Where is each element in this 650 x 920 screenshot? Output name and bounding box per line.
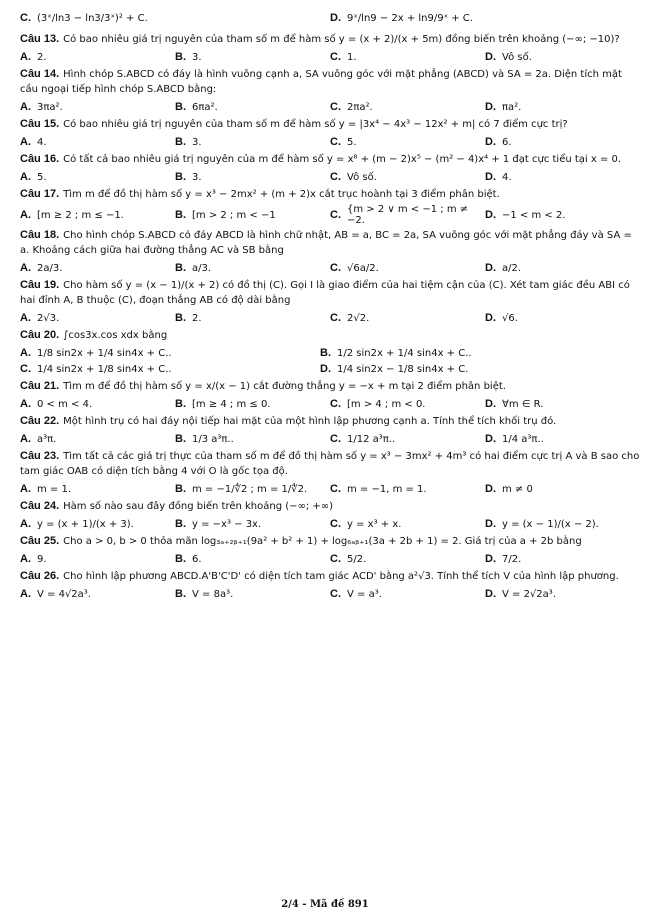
answer-options bbox=[20, 345, 640, 377]
option-label: C. bbox=[330, 51, 341, 63]
question-block bbox=[20, 414, 640, 447]
carryover-options bbox=[20, 10, 640, 26]
answer-option bbox=[20, 361, 320, 377]
answer-option bbox=[175, 169, 330, 185]
option-label: B. bbox=[175, 518, 186, 530]
option-label: A. bbox=[20, 588, 31, 600]
option-value: 2. bbox=[192, 312, 202, 324]
answer-option bbox=[20, 134, 175, 150]
answer-option bbox=[175, 396, 330, 412]
answer-option bbox=[175, 551, 330, 567]
option-value: 2. bbox=[37, 51, 47, 63]
option-label: D. bbox=[485, 398, 496, 410]
option-label: A. bbox=[20, 433, 31, 445]
question-text bbox=[20, 187, 640, 202]
option-label: C. bbox=[330, 171, 341, 183]
question-number: Câu 18. bbox=[20, 229, 60, 241]
option-label: A. bbox=[20, 209, 31, 221]
question-block bbox=[20, 569, 640, 602]
option-value: 5/2. bbox=[347, 553, 367, 565]
question-stem: Hàm số nào sau đây đồng biến trên khoảng (−∞; +∞) bbox=[63, 501, 334, 512]
answer-option bbox=[20, 345, 320, 361]
question-number: Câu 21. bbox=[20, 380, 60, 392]
question-text bbox=[20, 449, 640, 479]
option-label: C. bbox=[330, 209, 341, 221]
answer-option bbox=[485, 481, 640, 497]
option-label: A. bbox=[20, 347, 31, 359]
answer-option bbox=[330, 204, 485, 226]
option-value: 9. bbox=[37, 553, 47, 565]
answer-options bbox=[20, 396, 640, 412]
answer-options bbox=[20, 204, 640, 226]
option-label: A. bbox=[20, 262, 31, 274]
option-label: A. bbox=[20, 51, 31, 63]
option-d: D. 9ˣ/ln9 − 2x + ln9/9ˣ + C. bbox=[330, 12, 473, 24]
answer-options bbox=[20, 169, 640, 185]
answer-option bbox=[20, 49, 175, 65]
question-block bbox=[20, 117, 640, 150]
option-label: A. bbox=[20, 136, 31, 148]
page-footer: 2/4 - Mã đề 891 bbox=[281, 899, 369, 910]
answer-options bbox=[20, 516, 640, 532]
option-value: [m ≥ 4 ; m ≤ 0. bbox=[192, 398, 271, 410]
option-label: C. bbox=[330, 262, 341, 274]
question-text bbox=[20, 379, 640, 394]
option-label: A. bbox=[20, 312, 31, 324]
answer-option bbox=[485, 134, 640, 150]
question-text bbox=[20, 228, 640, 258]
answer-option bbox=[330, 481, 485, 497]
option-value: m ≠ 0 bbox=[502, 483, 533, 495]
answer-option bbox=[20, 551, 175, 567]
answer-option bbox=[175, 481, 330, 497]
question-number: Câu 19. bbox=[20, 279, 60, 291]
option-value: 1/2 sin2x + 1/4 sin4x + C.. bbox=[337, 347, 472, 359]
option-value: 1/4 sin2x − 1/8 sin4x + C. bbox=[337, 363, 469, 375]
option-value: 4. bbox=[502, 171, 512, 183]
option-label: B. bbox=[175, 312, 186, 324]
option-label: D. bbox=[485, 312, 496, 324]
option-value: 1/3 a³π.. bbox=[192, 433, 234, 445]
answer-option bbox=[20, 260, 175, 276]
option-label: A. bbox=[20, 171, 31, 183]
option-label: C. bbox=[330, 433, 341, 445]
option-value: 1/8 sin2x + 1/4 sin4x + C.. bbox=[37, 347, 172, 359]
option-value: {m > 2 ∨ m < −1 ; m ≠ −2. bbox=[347, 204, 469, 226]
option-value: y = (x + 1)/(x + 3). bbox=[37, 518, 134, 530]
option-value: Vô số. bbox=[347, 171, 377, 183]
option-value: 2√2. bbox=[347, 312, 370, 324]
option-label: C. bbox=[330, 398, 341, 410]
answer-option bbox=[330, 134, 485, 150]
option-label: B. bbox=[175, 136, 186, 148]
answer-option bbox=[20, 204, 175, 226]
option-label: B. bbox=[175, 483, 186, 495]
answer-option bbox=[320, 345, 620, 361]
question-stem: Có tất cả bao nhiêu giá trị nguyên của m để hàm số y = x⁸ + (m − 2)x⁵ − (m² − 4)x⁴ + 1 đạt cực tiểu tại x = 0. bbox=[63, 154, 622, 165]
question-number: Câu 25. bbox=[20, 535, 60, 547]
option-label: B. bbox=[175, 101, 186, 113]
option-value: V = 2√2a³. bbox=[502, 588, 556, 600]
question-number: Câu 22. bbox=[20, 415, 60, 427]
option-label: D. bbox=[485, 483, 496, 495]
option-value: 1/4 a³π.. bbox=[502, 433, 544, 445]
question-stem: Tìm m để đồ thị hàm số y = x/(x − 1) cắt đường thẳng y = −x + m tại 2 điểm phân biệt. bbox=[63, 381, 506, 392]
question-number: Câu 14. bbox=[20, 68, 60, 80]
option-value: [m > 2 ; m < −1 bbox=[192, 209, 276, 221]
question-stem: Tìm tất cả các giá trị thực của tham số m để đồ thị hàm số y = x³ − 3mx² + 4m³ có hai điểm cực trị A và B sao cho tam giác OAB có diện tích bằng 4 với O là gốc tọa độ. bbox=[20, 451, 640, 477]
answer-option bbox=[330, 431, 485, 447]
option-label: B. bbox=[320, 347, 331, 359]
answer-option bbox=[330, 99, 485, 115]
option-value: 0 < m < 4. bbox=[37, 398, 93, 410]
option-c: C. (3ˣ/ln3 − ln3/3ˣ)² + C. bbox=[20, 12, 148, 24]
question-text bbox=[20, 117, 640, 132]
option-value: 6. bbox=[192, 553, 202, 565]
answer-option bbox=[175, 310, 330, 326]
option-value: √6. bbox=[502, 312, 518, 324]
option-label: B. bbox=[175, 262, 186, 274]
option-value: 2a/3. bbox=[37, 262, 63, 274]
answer-option bbox=[175, 431, 330, 447]
option-value: 2πa². bbox=[347, 101, 373, 113]
answer-options bbox=[20, 586, 640, 602]
answer-option bbox=[175, 99, 330, 115]
answer-option bbox=[330, 169, 485, 185]
option-label: D. bbox=[485, 51, 496, 63]
option-value: y = −x³ − 3x. bbox=[192, 518, 262, 530]
question-text bbox=[20, 32, 640, 47]
option-label: D. bbox=[485, 588, 496, 600]
option-value: 6πa². bbox=[192, 101, 218, 113]
answer-options bbox=[20, 551, 640, 567]
option-label: B. bbox=[175, 398, 186, 410]
answer-option bbox=[485, 516, 640, 532]
answer-option bbox=[175, 586, 330, 602]
option-value: V = 4√2a³. bbox=[37, 588, 91, 600]
option-label: A. bbox=[20, 518, 31, 530]
option-value: Vô số. bbox=[502, 51, 532, 63]
option-value: 1/12 a³π.. bbox=[347, 433, 396, 445]
option-value: 2√3. bbox=[37, 312, 60, 324]
question-block bbox=[20, 379, 640, 412]
answer-option bbox=[175, 260, 330, 276]
answer-option bbox=[20, 99, 175, 115]
answer-option bbox=[330, 260, 485, 276]
question-block bbox=[20, 152, 640, 185]
option-value: y = x³ + x. bbox=[347, 518, 402, 530]
question-stem: Cho hình chóp S.ABCD có đáy ABCD là hình chữ nhật, AB = a, BC = 2a, SA vuông góc với mặt phẳng đáy và SA = a. Khoảng cách giữa hai đường thẳng AC và SB bằng bbox=[20, 230, 632, 256]
option-label: D. bbox=[485, 101, 496, 113]
question-stem: Có bao nhiêu giá trị nguyên của tham số m để hàm số y = |3x⁴ − 4x³ − 12x² + m| có 7 điểm cực trị? bbox=[63, 119, 568, 130]
option-label: C. bbox=[330, 483, 341, 495]
option-value: 3. bbox=[192, 136, 202, 148]
option-label: A. bbox=[20, 101, 31, 113]
answer-option bbox=[485, 586, 640, 602]
answer-option bbox=[330, 49, 485, 65]
option-value: √6a/2. bbox=[347, 262, 379, 274]
option-value: 1. bbox=[347, 51, 357, 63]
option-label: B. bbox=[175, 433, 186, 445]
option-label: B. bbox=[175, 553, 186, 565]
answer-option bbox=[485, 431, 640, 447]
option-label: D. bbox=[485, 433, 496, 445]
question-block bbox=[20, 187, 640, 226]
answer-option bbox=[330, 396, 485, 412]
question-stem: Tìm m để đồ thị hàm số y = x³ − 2mx² + (m + 2)x cắt trục hoành tại 3 điểm phân biệt. bbox=[63, 189, 500, 200]
question-number: Câu 23. bbox=[20, 450, 60, 462]
answer-option bbox=[175, 516, 330, 532]
option-label: C. bbox=[20, 363, 31, 375]
option-value: m = −1, m = 1. bbox=[347, 483, 427, 495]
option-label: C. bbox=[330, 588, 341, 600]
answer-option bbox=[330, 586, 485, 602]
answer-option bbox=[330, 516, 485, 532]
option-label: A. bbox=[20, 553, 31, 565]
question-block bbox=[20, 228, 640, 276]
question-number: Câu 15. bbox=[20, 118, 60, 130]
option-value: 3. bbox=[192, 171, 202, 183]
answer-option bbox=[485, 310, 640, 326]
question-number: Câu 20. bbox=[20, 329, 60, 341]
answer-option bbox=[20, 516, 175, 532]
question-block bbox=[20, 328, 640, 377]
question-text bbox=[20, 67, 640, 97]
question-block bbox=[20, 499, 640, 532]
answer-option bbox=[485, 204, 640, 226]
question-block bbox=[20, 32, 640, 65]
question-text bbox=[20, 534, 640, 549]
option-label: B. bbox=[175, 209, 186, 221]
answer-option bbox=[175, 134, 330, 150]
question-text bbox=[20, 328, 640, 343]
option-value: [m ≥ 2 ; m ≤ −1. bbox=[37, 209, 124, 221]
answer-option bbox=[485, 169, 640, 185]
answer-option bbox=[20, 169, 175, 185]
option-value: [m > 4 ; m < 0. bbox=[347, 398, 426, 410]
answer-option bbox=[485, 396, 640, 412]
option-label: D. bbox=[485, 171, 496, 183]
question-stem: ∫cos3x.cos xdx bằng bbox=[63, 330, 168, 341]
question-stem: Hình chóp S.ABCD có đáy là hình vuông cạnh a, SA vuông góc với mặt phẳng (ABCD) và SA = 2a. Diện tích mặt cầu ngoại tiếp hình chóp S.ABCD bằng: bbox=[20, 69, 622, 95]
option-label: B. bbox=[175, 51, 186, 63]
option-label: D. bbox=[485, 553, 496, 565]
question-block bbox=[20, 67, 640, 115]
answer-option bbox=[20, 310, 175, 326]
option-label: C. bbox=[330, 101, 341, 113]
option-value: πa². bbox=[502, 101, 522, 113]
question-stem: Một hình trụ có hai đáy nội tiếp hai mặt của một hình lập phương cạnh a. Tính thể tích khối trụ đó. bbox=[63, 416, 557, 427]
question-text bbox=[20, 569, 640, 584]
option-value: a/3. bbox=[192, 262, 212, 274]
question-stem: Cho a > 0, b > 0 thỏa mãn log₃ₐ₊₂ᵦ₊₁(9a² + b² + 1) + log₆ₐᵦ₊₁(3a + 2b + 1) = 2. Giá trị của a + 2b bằng bbox=[63, 536, 582, 547]
option-label: B. bbox=[175, 588, 186, 600]
answer-options bbox=[20, 260, 640, 276]
answer-option bbox=[175, 204, 330, 226]
question-number: Câu 17. bbox=[20, 188, 60, 200]
answer-option bbox=[485, 99, 640, 115]
answer-option bbox=[330, 310, 485, 326]
option-label: D. bbox=[485, 262, 496, 274]
option-value: 1/4 sin2x + 1/8 sin4x + C.. bbox=[37, 363, 172, 375]
option-value: 4. bbox=[37, 136, 47, 148]
option-label: A. bbox=[20, 483, 31, 495]
option-value: a³π. bbox=[37, 433, 57, 445]
answer-options bbox=[20, 49, 640, 65]
answer-options bbox=[20, 481, 640, 497]
option-value: V = 8a³. bbox=[192, 588, 234, 600]
question-text bbox=[20, 152, 640, 167]
option-label: C. bbox=[330, 136, 341, 148]
answer-option bbox=[20, 431, 175, 447]
question-text bbox=[20, 278, 640, 308]
option-value: 3πa². bbox=[37, 101, 63, 113]
answer-option bbox=[20, 396, 175, 412]
option-value: 3. bbox=[192, 51, 202, 63]
answer-option bbox=[485, 551, 640, 567]
option-value: a/2. bbox=[502, 262, 522, 274]
option-label: A. bbox=[20, 398, 31, 410]
question-stem: Cho hình lập phương ABCD.A'B'C'D' có diện tích tam giác ACD' bằng a²√3. Tính thể tích V của hình lập phương. bbox=[63, 571, 619, 582]
option-value: m = 1. bbox=[37, 483, 72, 495]
question-number: Câu 26. bbox=[20, 570, 60, 582]
answer-option bbox=[485, 49, 640, 65]
option-value: 5. bbox=[37, 171, 47, 183]
answer-options bbox=[20, 99, 640, 115]
question-list bbox=[20, 32, 640, 602]
option-value: 7/2. bbox=[502, 553, 522, 565]
answer-option bbox=[485, 260, 640, 276]
option-label: D. bbox=[485, 136, 496, 148]
option-value: V = a³. bbox=[347, 588, 382, 600]
answer-option bbox=[175, 49, 330, 65]
answer-options bbox=[20, 134, 640, 150]
question-text bbox=[20, 499, 640, 514]
option-value: 5. bbox=[347, 136, 357, 148]
question-block bbox=[20, 278, 640, 326]
question-stem: Cho hàm số y = (x − 1)/(x + 2) có đồ thị (C). Gọi I là giao điểm của hai tiệm cận của (C). Xét tam giác đều ABI có hai đỉnh A, B thuộc (C), đoạn thẳng AB có độ dài bằng bbox=[20, 280, 630, 306]
option-label: C. bbox=[330, 518, 341, 530]
option-value: 6. bbox=[502, 136, 512, 148]
question-number: Câu 13. bbox=[20, 33, 60, 45]
option-value: −1 < m < 2. bbox=[502, 209, 566, 221]
answer-options bbox=[20, 431, 640, 447]
option-label: B. bbox=[175, 171, 186, 183]
option-value: y = (x − 1)/(x − 2). bbox=[502, 518, 599, 530]
option-label: C. bbox=[330, 312, 341, 324]
option-label: C. bbox=[330, 553, 341, 565]
option-label: D. bbox=[485, 209, 496, 221]
option-value: m = −1/∜2 ; m = 1/∜2. bbox=[192, 483, 308, 495]
question-stem: Có bao nhiêu giá trị nguyên của tham số m để hàm số y = (x + 2)/(x + 5m) đồng biến trên khoảng (−∞; −10)? bbox=[63, 34, 620, 45]
answer-option bbox=[20, 481, 175, 497]
answer-options bbox=[20, 310, 640, 326]
answer-option bbox=[20, 586, 175, 602]
question-text bbox=[20, 414, 640, 429]
option-label: D. bbox=[485, 518, 496, 530]
question-block bbox=[20, 534, 640, 567]
question-number: Câu 24. bbox=[20, 500, 60, 512]
option-value: ∀m ∈ R. bbox=[502, 398, 544, 410]
option-label: D. bbox=[320, 363, 331, 375]
question-number: Câu 16. bbox=[20, 153, 60, 165]
answer-option bbox=[320, 361, 620, 377]
answer-option bbox=[330, 551, 485, 567]
question-block bbox=[20, 449, 640, 497]
